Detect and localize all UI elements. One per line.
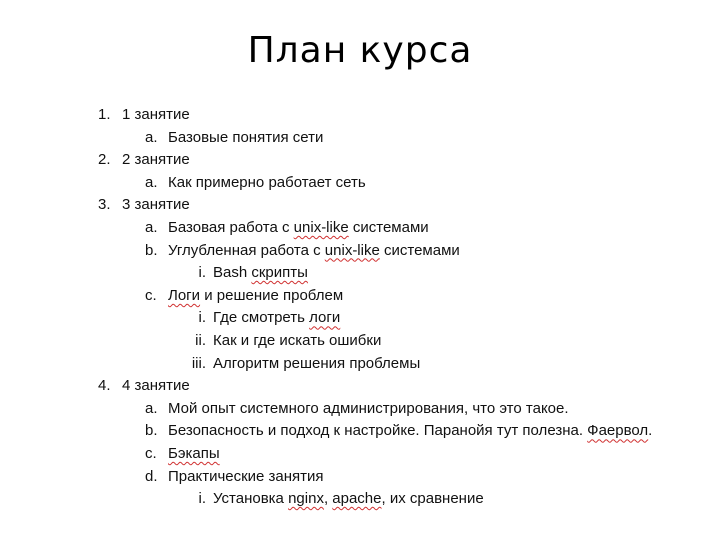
outline-item-level-2 [98, 217, 698, 240]
text-segment: 4 занятие [122, 377, 190, 395]
list-marker: 3. [98, 196, 111, 214]
list-marker: i. [198, 309, 206, 327]
list-item-text [213, 262, 308, 285]
text-segment: Практические занятия [168, 467, 324, 485]
spellcheck-flagged-word: nginx [288, 490, 324, 508]
list-item-text [168, 172, 366, 195]
spellcheck-flagged-word: логи [309, 309, 341, 327]
list-item-text [122, 375, 190, 398]
text-segment: Как и где искать ошибки [213, 331, 382, 349]
outline-item-level-3 [98, 488, 698, 511]
text-segment: 2 занятие [122, 151, 190, 169]
list-item-text [122, 194, 190, 217]
text-segment: Установка [213, 490, 289, 508]
text-segment: Bash [213, 264, 252, 282]
text-segment: системами [348, 218, 429, 236]
spellcheck-flagged-word: скрипты [251, 264, 308, 282]
list-item-text [213, 488, 484, 511]
list-marker: a. [145, 173, 158, 191]
text-segment: Углубленная работа с [168, 241, 325, 259]
list-marker: i. [198, 264, 206, 282]
outline-item-level-2 [98, 127, 698, 150]
list-marker: d. [145, 467, 158, 485]
outline-item-level-1 [98, 375, 698, 398]
list-item-text [213, 330, 381, 353]
list-item-text [168, 398, 569, 421]
outline-item-level-3 [98, 262, 698, 285]
list-marker: a. [145, 218, 158, 236]
list-item-text [213, 353, 420, 376]
list-marker: a. [145, 399, 158, 417]
list-marker: c. [145, 444, 157, 462]
list-marker: 1. [98, 106, 111, 123]
text-segment: Как примерно работает сеть [168, 173, 366, 191]
spellcheck-flagged-word: Логи [168, 286, 201, 304]
outline-item-level-2 [98, 398, 698, 421]
text-segment: Безопасность и подход к настройке. Паранойя тут полезна. [168, 422, 588, 440]
course-outline [98, 104, 698, 511]
spellcheck-flagged-word: apache [332, 490, 382, 508]
text-segment: Базовые понятия сети [168, 128, 324, 146]
outline-item-level-1 [98, 104, 698, 127]
list-item-text [168, 217, 429, 240]
spellcheck-flagged-word: Фаервол [587, 422, 649, 440]
outline-item-level-1 [98, 149, 698, 172]
text-segment: Алгоритм решения проблемы [213, 354, 421, 372]
list-marker: ii. [195, 331, 206, 349]
text-segment: , их сравнение [381, 490, 484, 508]
text-segment: Мой опыт системного администрирования, что это такое. [168, 399, 569, 417]
list-item-text [122, 149, 190, 172]
outline-item-level-3 [98, 307, 698, 330]
outline-item-level-2 [98, 420, 698, 443]
list-item-text [168, 285, 343, 308]
list-item-text [168, 127, 323, 150]
outline-item-level-2 [98, 466, 698, 489]
outline-item-level-3 [98, 330, 698, 353]
spellcheck-flagged-word: unix-like [293, 218, 349, 236]
text-segment: 1 занятие [122, 106, 190, 123]
spellcheck-flagged-word: unix-like [324, 241, 380, 259]
list-marker: iii. [191, 354, 206, 372]
text-segment: . [648, 422, 653, 440]
text-segment: 3 занятие [122, 196, 190, 214]
list-marker: 2. [98, 151, 111, 169]
list-marker: a. [145, 128, 158, 146]
list-item-text [122, 104, 190, 127]
list-item-text [168, 420, 652, 443]
list-marker: b. [145, 241, 158, 259]
list-marker: b. [145, 422, 158, 440]
list-item-text [168, 443, 220, 466]
outline-item-level-2 [98, 285, 698, 308]
text-segment: , [323, 490, 333, 508]
slide-title: План курса [247, 30, 473, 71]
outline-item-level-1 [98, 194, 698, 217]
list-marker: i. [198, 490, 206, 508]
outline-item-level-2 [98, 240, 698, 263]
text-segment: системами [379, 241, 460, 259]
list-item-text [168, 240, 460, 263]
text-segment: Базовая работа с [168, 218, 294, 236]
text-segment: и решение проблем [200, 286, 344, 304]
outline-item-level-2 [98, 172, 698, 195]
list-marker: c. [145, 286, 157, 304]
list-item-text [168, 466, 324, 489]
list-marker: 4. [98, 377, 111, 395]
spellcheck-flagged-word: Бэкапы [168, 444, 220, 462]
outline-item-level-3 [98, 353, 698, 376]
list-item-text [213, 307, 340, 330]
outline-item-level-2 [98, 443, 698, 466]
text-segment: Где смотреть [213, 309, 310, 327]
